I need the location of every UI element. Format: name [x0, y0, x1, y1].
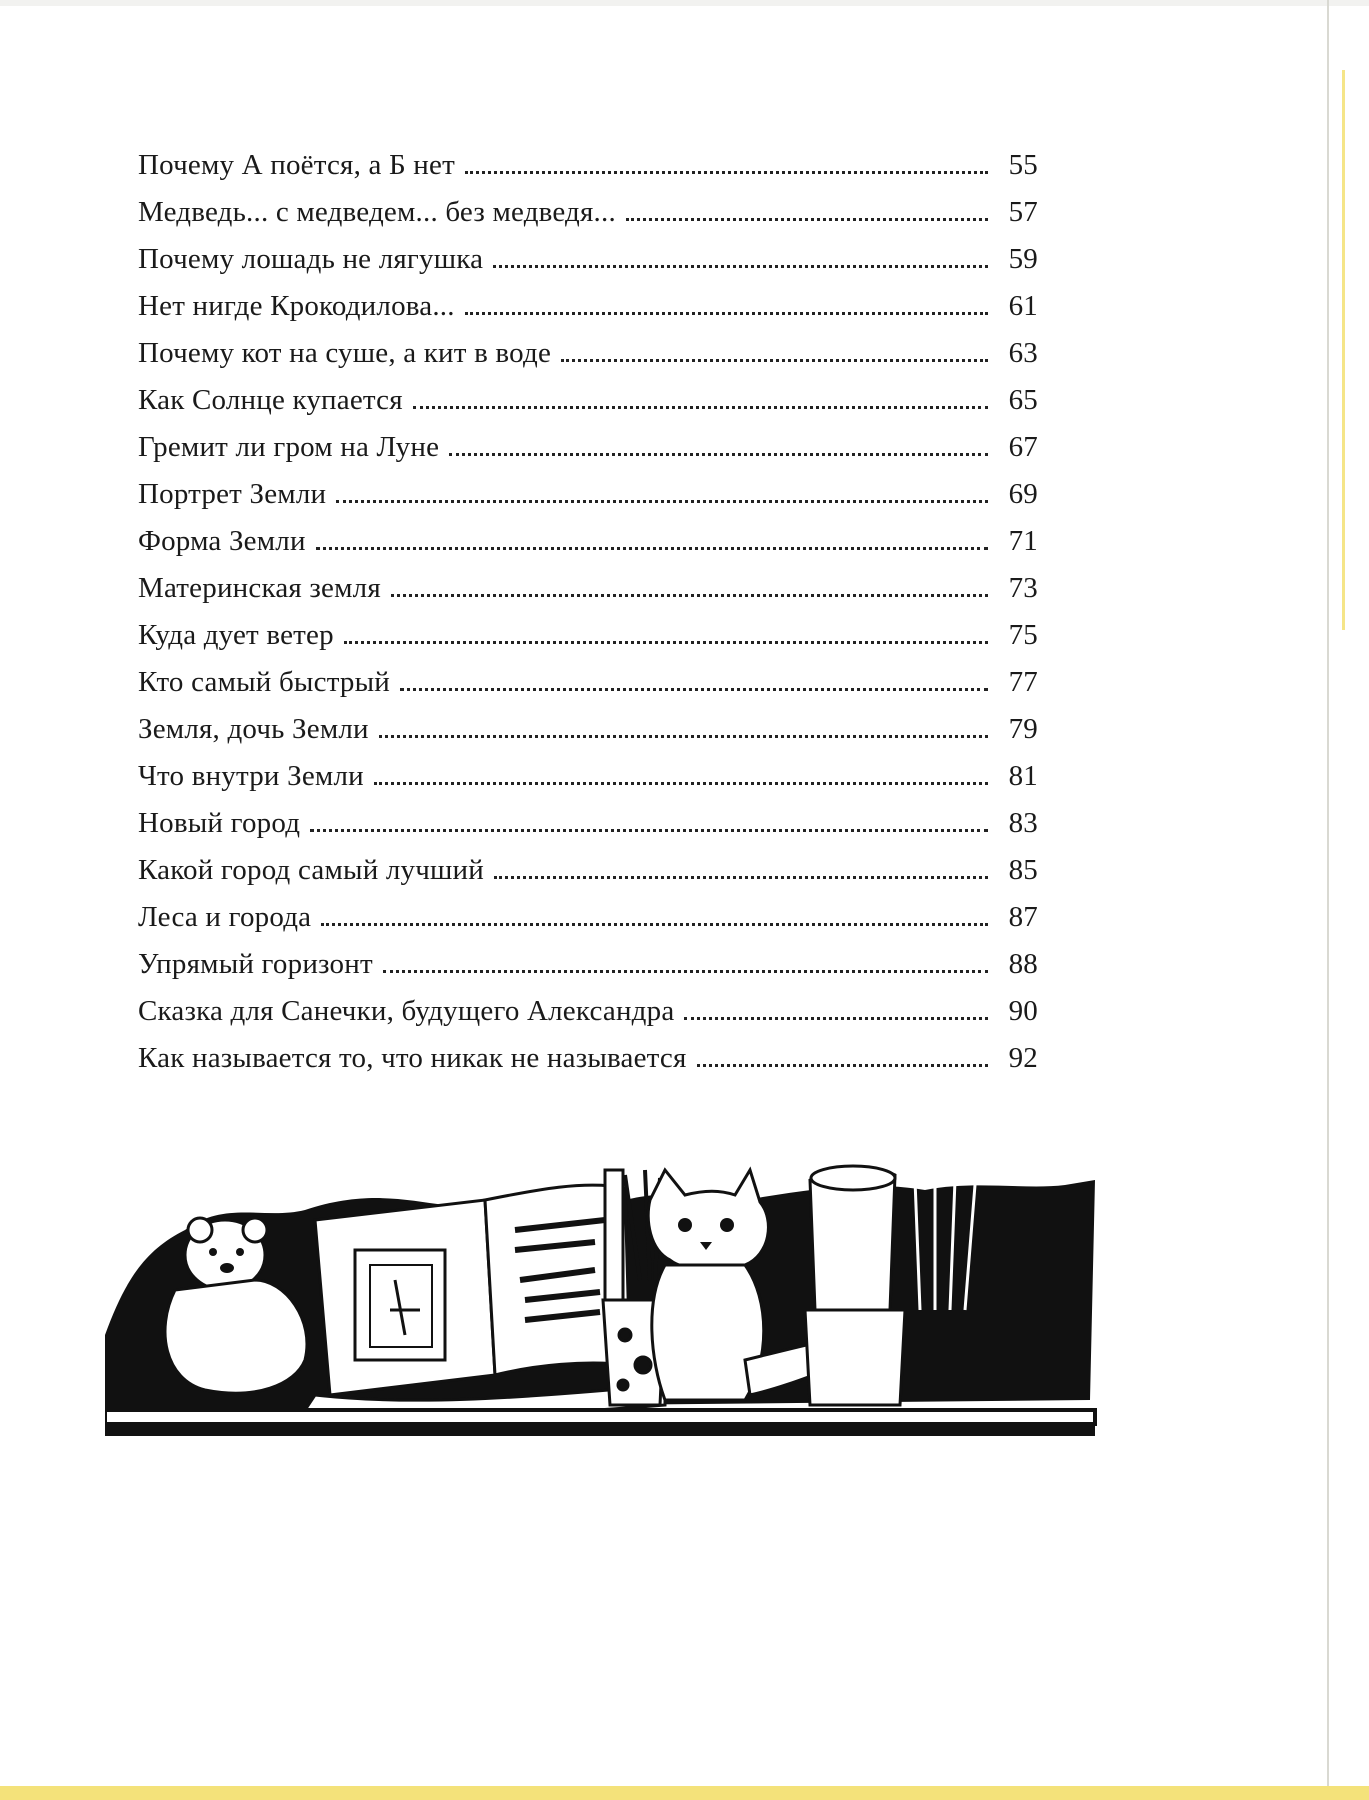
toc-entry-page-number: 77	[1008, 666, 1038, 698]
toc-entry-page-number: 81	[1008, 760, 1038, 792]
toc-entry-title: Почему А поётся, а Б нет	[138, 149, 455, 181]
toc-entry	[138, 706, 1038, 753]
toc-entry-page-number: 92	[1008, 1042, 1038, 1074]
toc-dot-leader	[374, 781, 988, 785]
toc-entry	[138, 189, 1038, 236]
toc-entry-page-number: 67	[1008, 431, 1038, 463]
toc-entry-title: Куда дует ветер	[138, 619, 334, 651]
toc-entry-title: Медведь... с медведем... без медведя...	[138, 196, 616, 228]
toc-entry-page-number: 75	[1008, 619, 1038, 651]
toc-entry-title: Леса и города	[138, 901, 312, 933]
toc-entry	[138, 377, 1038, 424]
toc-entry-title: Земля, дочь Земли	[138, 713, 369, 745]
toc-dot-leader	[494, 875, 988, 879]
toc-entry-page-number: 61	[1008, 290, 1038, 322]
toc-dot-leader	[344, 640, 988, 644]
bookshelf-illustration	[105, 1160, 1100, 1440]
toc-entry-title: Почему лошадь не лягушка	[138, 243, 484, 275]
toc-entry-title: Гремит ли гром на Луне	[138, 431, 440, 463]
toc-dot-leader	[379, 734, 988, 738]
toc-dot-leader	[449, 452, 988, 456]
toc-entry-title: Какой город самый лучший	[138, 854, 484, 886]
edge-mark	[1342, 70, 1345, 630]
toc-dot-leader	[310, 828, 988, 832]
toc-entry	[138, 800, 1038, 847]
toc-entry-title: Как Солнце купается	[138, 384, 403, 416]
page-right-edge	[1327, 0, 1329, 1800]
toc-entry	[138, 518, 1038, 565]
toc-entry	[138, 565, 1038, 612]
toc-dot-leader	[626, 217, 988, 221]
toc-entry	[138, 753, 1038, 800]
toc-entry	[138, 283, 1038, 330]
toc-entry	[138, 941, 1038, 988]
toc-dot-leader	[336, 499, 988, 503]
toc-entry	[138, 612, 1038, 659]
toc-entry	[138, 988, 1038, 1035]
toc-entry	[138, 424, 1038, 471]
toc-entry	[138, 142, 1038, 189]
toc-entry-title: Нет нигде Крокодилова...	[138, 290, 455, 322]
toc-entry-page-number: 73	[1008, 572, 1038, 604]
toc-dot-leader	[383, 969, 988, 973]
toc-dot-leader	[321, 922, 988, 926]
toc-dot-leader	[465, 170, 988, 174]
toc-entry-title: Портрет Земли	[138, 478, 327, 510]
toc-dot-leader	[316, 546, 988, 550]
edge-mark-bottom	[0, 1786, 1369, 1800]
toc-entry	[138, 847, 1038, 894]
page-top-edge	[0, 0, 1369, 6]
toc-entry-page-number: 57	[1008, 196, 1038, 228]
toc-entry-page-number: 83	[1008, 807, 1038, 839]
toc-entry-page-number: 59	[1008, 243, 1038, 275]
toc-entry-title: Кто самый быстрый	[138, 666, 391, 698]
toc-entry-page-number: 65	[1008, 384, 1038, 416]
toc-entry-page-number: 69	[1008, 478, 1038, 510]
toc-entry-page-number: 63	[1008, 337, 1038, 369]
toc-entry-page-number: 71	[1008, 525, 1038, 557]
toc-entry	[138, 330, 1038, 377]
toc-entry	[138, 471, 1038, 518]
toc-entry-title: Форма Земли	[138, 525, 306, 557]
toc-dot-leader	[697, 1063, 988, 1067]
toc-entry	[138, 659, 1038, 706]
toc-entry	[138, 894, 1038, 941]
toc-entry-title: Новый город	[138, 807, 301, 839]
toc-entry-page-number: 55	[1008, 149, 1038, 181]
toc-dot-leader	[493, 264, 988, 268]
toc-entry	[138, 1035, 1038, 1082]
toc-dot-leader	[561, 358, 988, 362]
toc-entry-page-number: 87	[1008, 901, 1038, 933]
toc-entry-title: Как называется то, что никак не называется	[138, 1042, 687, 1074]
toc-entry-title: Что внутри Земли	[138, 760, 364, 792]
toc-entry-page-number: 90	[1008, 995, 1038, 1027]
toc-entry-page-number: 85	[1008, 854, 1038, 886]
toc-entry-page-number: 88	[1008, 948, 1038, 980]
toc-entry-title: Упрямый горизонт	[138, 948, 373, 980]
table-of-contents	[138, 142, 1038, 1082]
toc-dot-leader	[413, 405, 988, 409]
toc-dot-leader	[465, 311, 988, 315]
toc-dot-leader	[391, 593, 988, 597]
toc-dot-leader	[400, 687, 988, 691]
toc-dot-leader	[684, 1016, 988, 1020]
toc-entry-page-number: 79	[1008, 713, 1038, 745]
toc-entry-title: Сказка для Санечки, будущего Александра	[138, 995, 675, 1027]
toc-entry	[138, 236, 1038, 283]
toc-entry-title: Материнская земля	[138, 572, 381, 604]
toc-entry-title: Почему кот на суше, а кит в воде	[138, 337, 552, 369]
